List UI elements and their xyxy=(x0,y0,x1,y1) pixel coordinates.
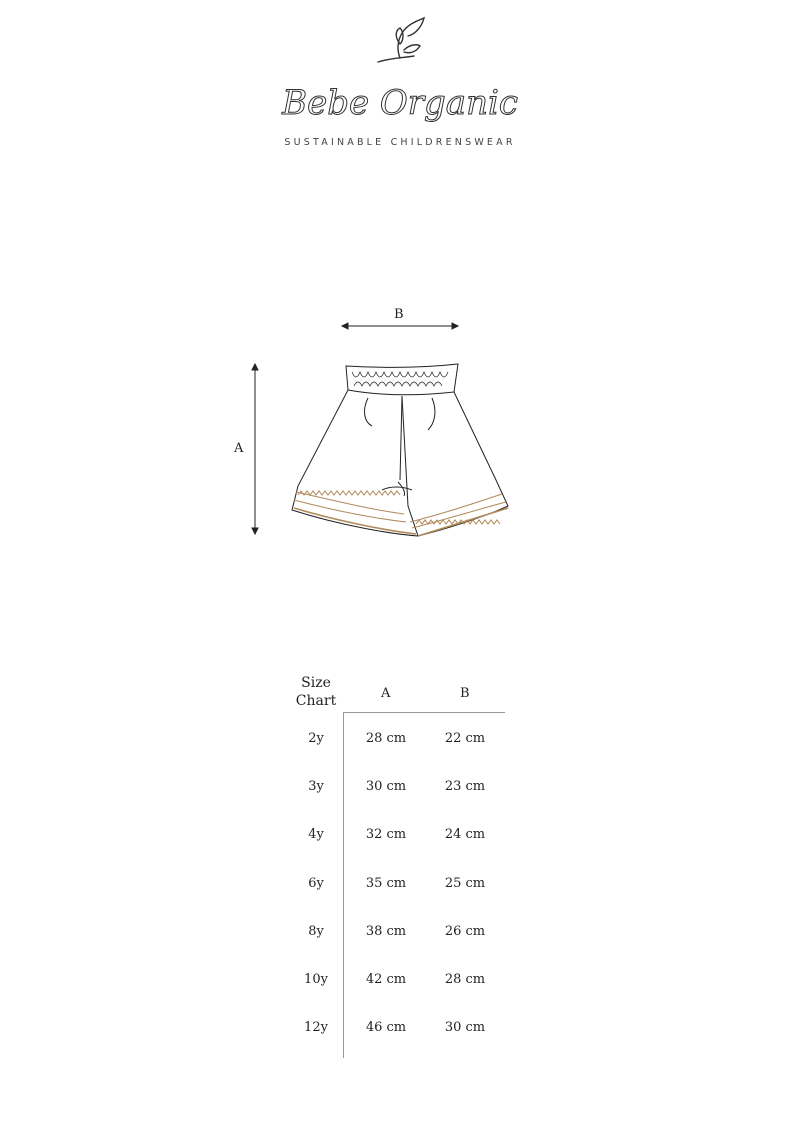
length-arrow xyxy=(252,364,258,534)
size-chart-title xyxy=(286,674,346,710)
measure-a-cell: 46 cm xyxy=(365,1020,407,1035)
table-row xyxy=(286,1020,506,1040)
brand-logo-script xyxy=(268,76,532,130)
table-row xyxy=(286,876,506,896)
measure-b-cell: 23 cm xyxy=(444,779,486,794)
size-cell: 10y xyxy=(304,972,328,987)
size-cell: 6y xyxy=(308,876,324,891)
waistband xyxy=(346,364,458,395)
brand-tagline: SUSTAINABLE CHILDRENSWEAR xyxy=(284,137,516,148)
measure-a-cell: 32 cm xyxy=(365,827,407,842)
shorts-diagram xyxy=(222,300,522,550)
measure-a-cell: 28 cm xyxy=(365,731,407,746)
measure-a-cell: 30 cm xyxy=(365,779,407,794)
measure-b-cell: 30 cm xyxy=(444,1020,486,1035)
size-cell: 3y xyxy=(308,779,324,794)
column-header-a: A xyxy=(381,686,391,701)
size-cell: 2y xyxy=(308,731,324,746)
shorts-body xyxy=(292,390,508,536)
measure-b-cell: 24 cm xyxy=(444,827,486,842)
size-chart-title-line2: Chart xyxy=(295,693,337,709)
column-header-b: B xyxy=(460,686,470,701)
measure-a-cell: 38 cm xyxy=(365,924,407,939)
leaf-logo-icon xyxy=(370,14,430,68)
table-row xyxy=(286,972,506,992)
table-row xyxy=(286,924,506,944)
size-cell: 8y xyxy=(308,924,324,939)
measure-b-cell: 25 cm xyxy=(444,876,486,891)
measure-b-cell: 26 cm xyxy=(444,924,486,939)
table-row xyxy=(286,779,506,799)
table-row xyxy=(286,731,506,751)
size-cell: 12y xyxy=(304,1020,328,1035)
width-arrow xyxy=(342,323,458,329)
brand-name: Bebe Organic xyxy=(282,83,518,123)
header-divider xyxy=(343,712,505,713)
size-cell: 4y xyxy=(308,827,324,842)
measure-b-cell: 28 cm xyxy=(444,972,486,987)
measure-b-cell: 22 cm xyxy=(444,731,486,746)
dimension-label-a: A xyxy=(234,441,244,456)
hem-embroidery xyxy=(294,491,508,536)
dimension-label-b: B xyxy=(394,307,404,322)
measure-a-cell: 35 cm xyxy=(365,876,407,891)
size-chart-title-line1: Size xyxy=(301,675,331,691)
table-row xyxy=(286,827,506,847)
measure-a-cell: 42 cm xyxy=(365,972,407,987)
